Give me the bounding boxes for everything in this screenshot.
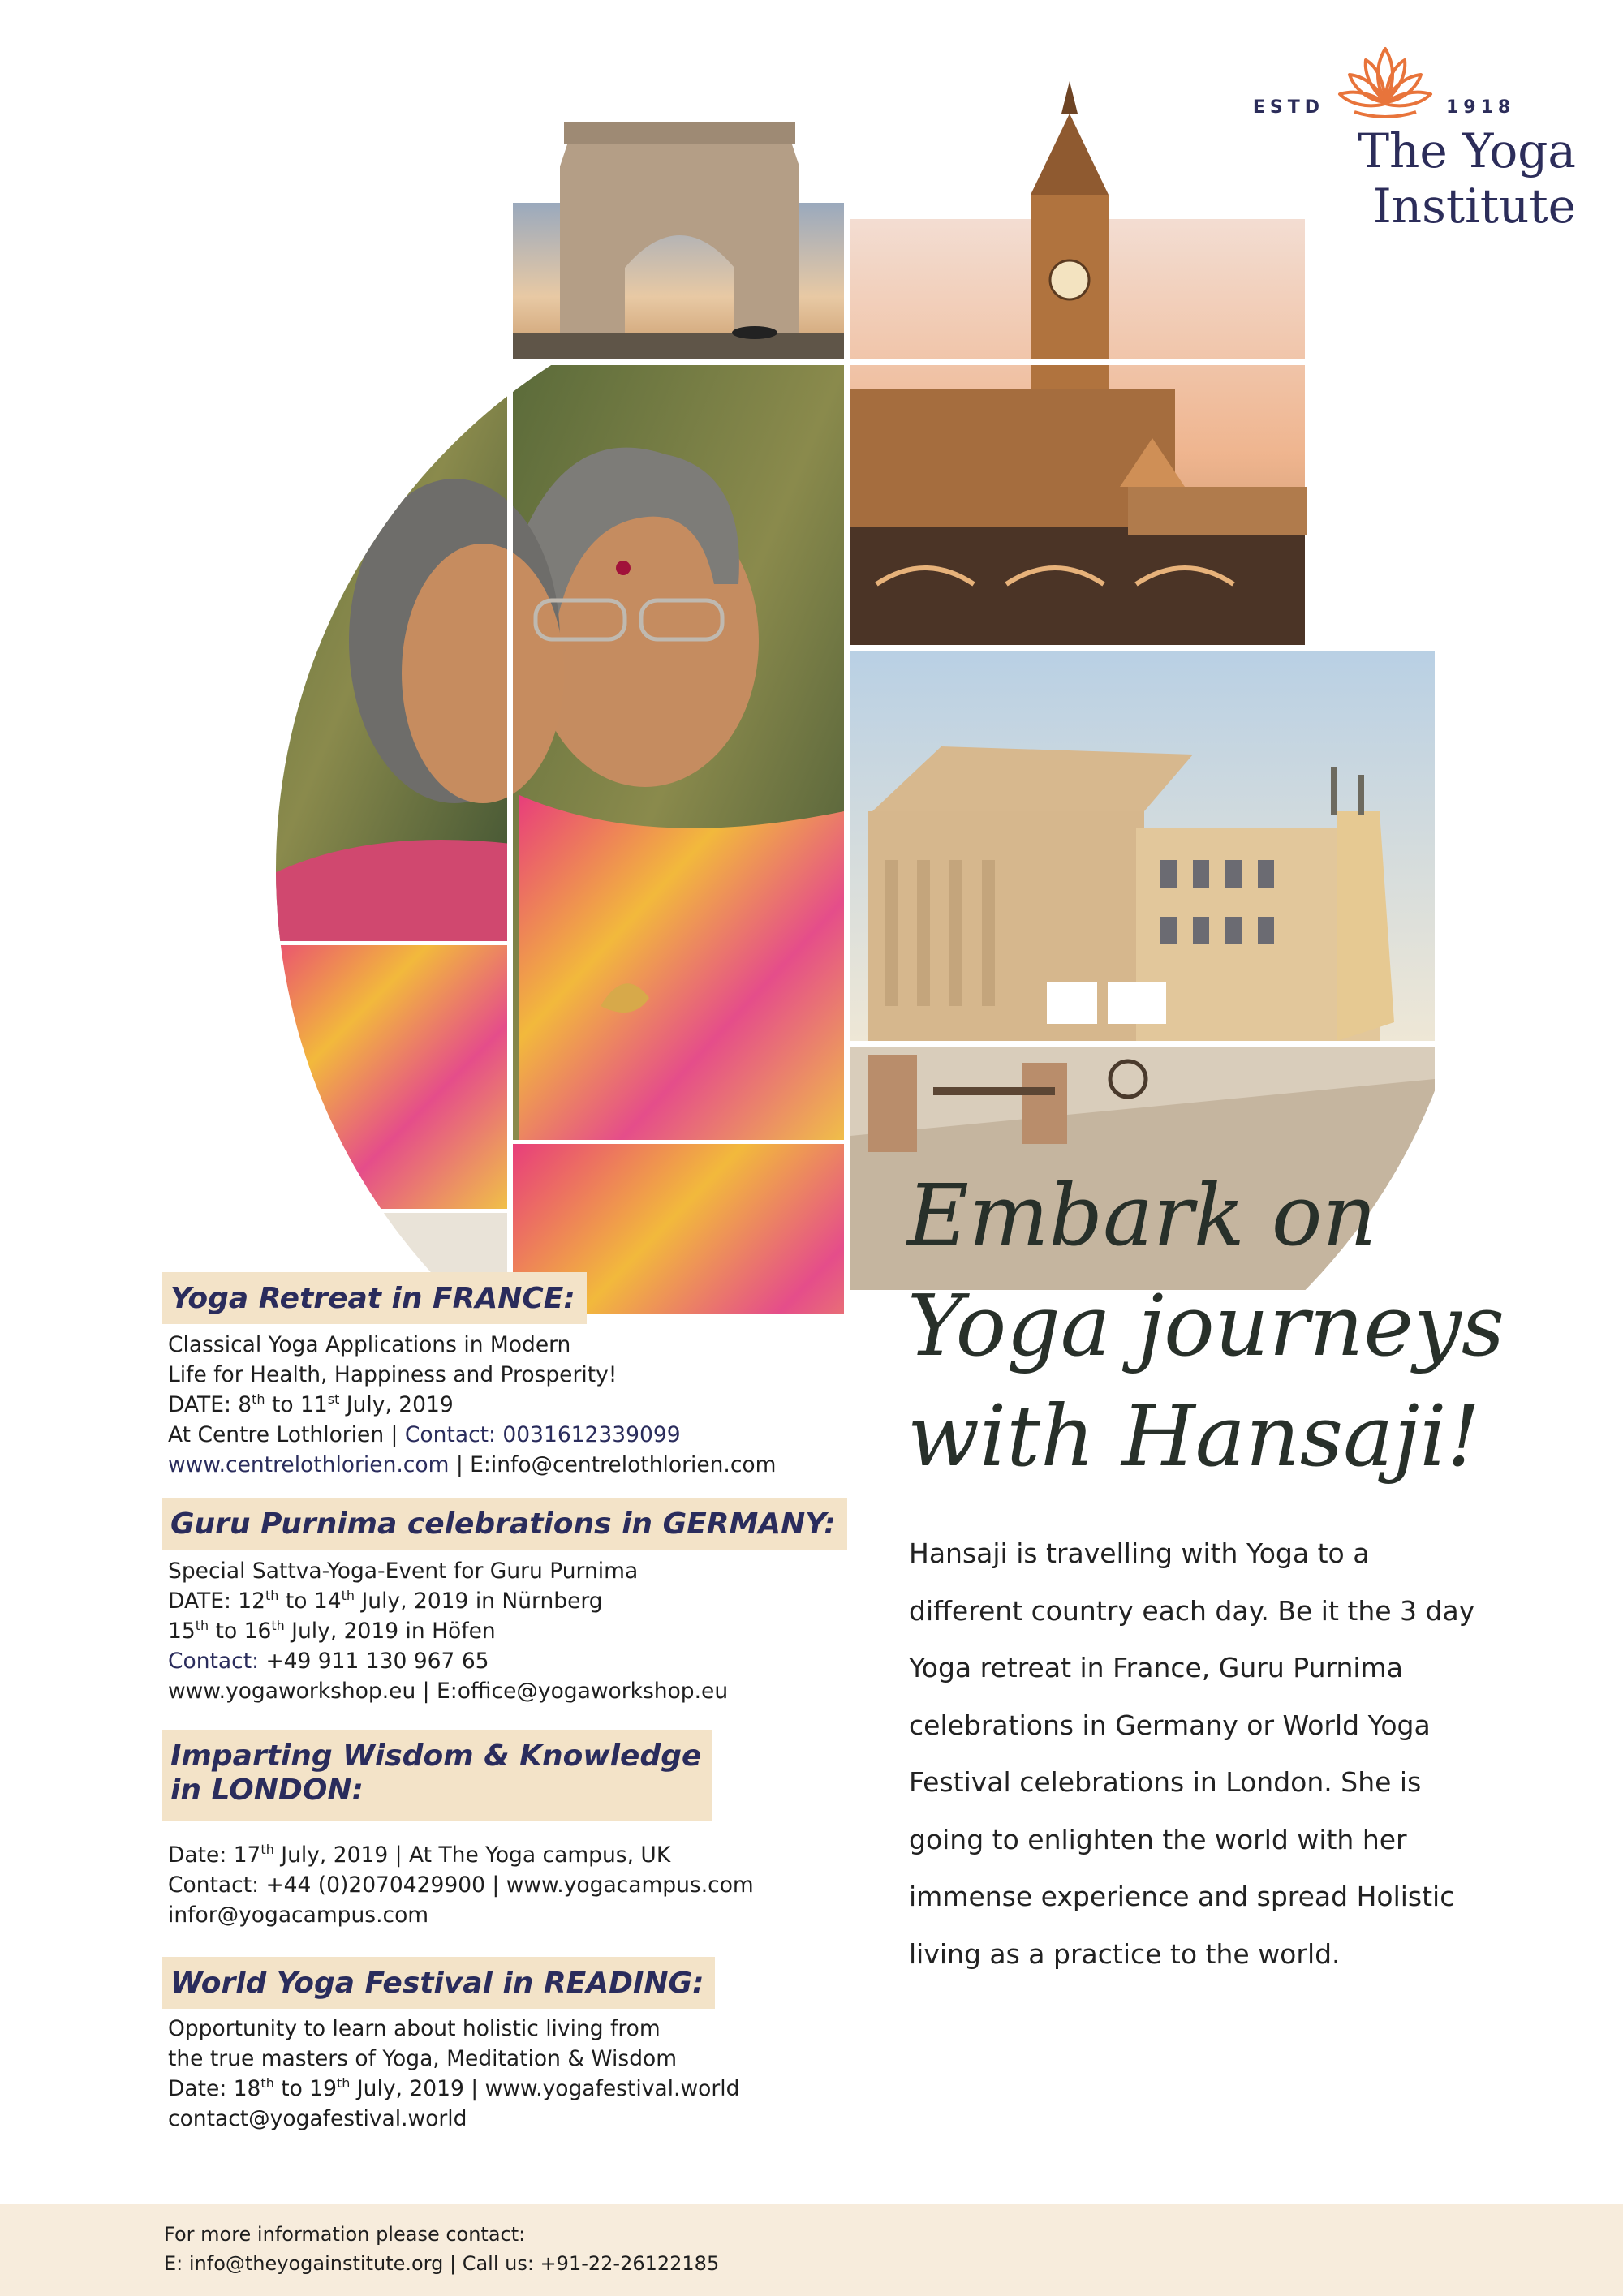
intro-line: living as a practice to the world. [909, 1937, 1341, 1970]
intro-line: Festival celebrations in London. She is [909, 1766, 1422, 1798]
event-line: DATE: 12th to 14th July, 2019 in Nürnberg [168, 1588, 603, 1614]
event-body-reading [168, 2014, 739, 2134]
headline-line-1: Embark on [907, 1166, 1377, 1265]
event-line: www.yogaworkshop.eu | E:office@yogaworkshop.eu [168, 1679, 729, 1704]
event-body-london [168, 1840, 754, 1930]
event-line: www.centrelothlorien.com | E:info@centrelothlorien.com [168, 1452, 777, 1477]
footer-heading: For more information please contact: [164, 2223, 526, 2246]
event-title-germany: Guru Purnima celebrations in GERMANY: [162, 1498, 847, 1550]
france-website-link[interactable]: www.centrelothlorien.com [168, 1452, 450, 1477]
event-line: At Centre Lothlorien | Contact: 0031612339099 [168, 1422, 681, 1447]
intro-line: Yoga retreat in France, Guru Purnima [909, 1652, 1403, 1683]
event-body-france [168, 1330, 776, 1480]
event-line: infor@yogacampus.com [168, 1903, 429, 1928]
event-line: Special Sattva-Yoga-Event for Guru Purnima [168, 1559, 639, 1584]
footer-contact: E: info@theyogainstitute.org | Call us: +91-22-26122185 [164, 2252, 720, 2275]
event-line: DATE: 8th to 11st July, 2019 [168, 1391, 454, 1417]
logo-name: The Yoga Institute [1358, 123, 1576, 234]
headline-line-2: Yoga journeys [907, 1276, 1505, 1375]
event-line: 15th to 16th July, 2019 in Höfen [168, 1618, 496, 1644]
footer-bar [0, 2204, 1623, 2296]
event-body-germany [168, 1556, 728, 1706]
event-line: Date: 17th July, 2019 | At The Yoga campus, UK [168, 1842, 671, 1868]
event-line: contact@yogafestival.world [168, 2106, 467, 2131]
intro-line: going to enlighten the world with her [909, 1823, 1407, 1855]
intro-line: immense experience and spread Holistic [909, 1881, 1455, 1912]
event-line: Opportunity to learn about holistic living from [168, 2016, 661, 2041]
arc-de-triomphe-photo [513, 122, 844, 359]
intro-line: different country each day. Be it the 3 day [909, 1594, 1475, 1627]
intro-paragraph [909, 1525, 1493, 1983]
event-line: Classical Yoga Applications in Modern [168, 1332, 571, 1357]
intro-line: Hansaji is travelling with Yoga to a [909, 1537, 1370, 1569]
event-title-france: Yoga Retreat in FRANCE: [162, 1272, 587, 1324]
headline [907, 1160, 1605, 1491]
berlin-concert-hall-photo [850, 651, 1394, 1041]
event-title-reading: World Yoga Festival in READING: [162, 1957, 715, 2009]
logo-estd-label: ESTD [1252, 97, 1324, 118]
intro-line: celebrations in Germany or World Yoga [909, 1709, 1431, 1741]
event-line: the true masters of Yoga, Meditation & Wisdom [168, 2046, 678, 2071]
event-title-london: Imparting Wisdom & Knowledge in LONDON: [162, 1730, 712, 1821]
headline-line-3: with Hansaji! [907, 1387, 1481, 1486]
logo-year-label: 1918 [1446, 97, 1516, 118]
event-line: Life for Health, Happiness and Prosperity! [168, 1362, 618, 1387]
event-line: Contact: +44 (0)2070429900 | www.yogacampus.com [168, 1872, 754, 1898]
event-line: Contact: +49 911 130 967 65 [168, 1649, 489, 1674]
event-line: Date: 18th to 19th July, 2019 | www.yogafestival.world [168, 2075, 740, 2101]
france-contact-phone: Contact: 0031612339099 [404, 1422, 681, 1447]
